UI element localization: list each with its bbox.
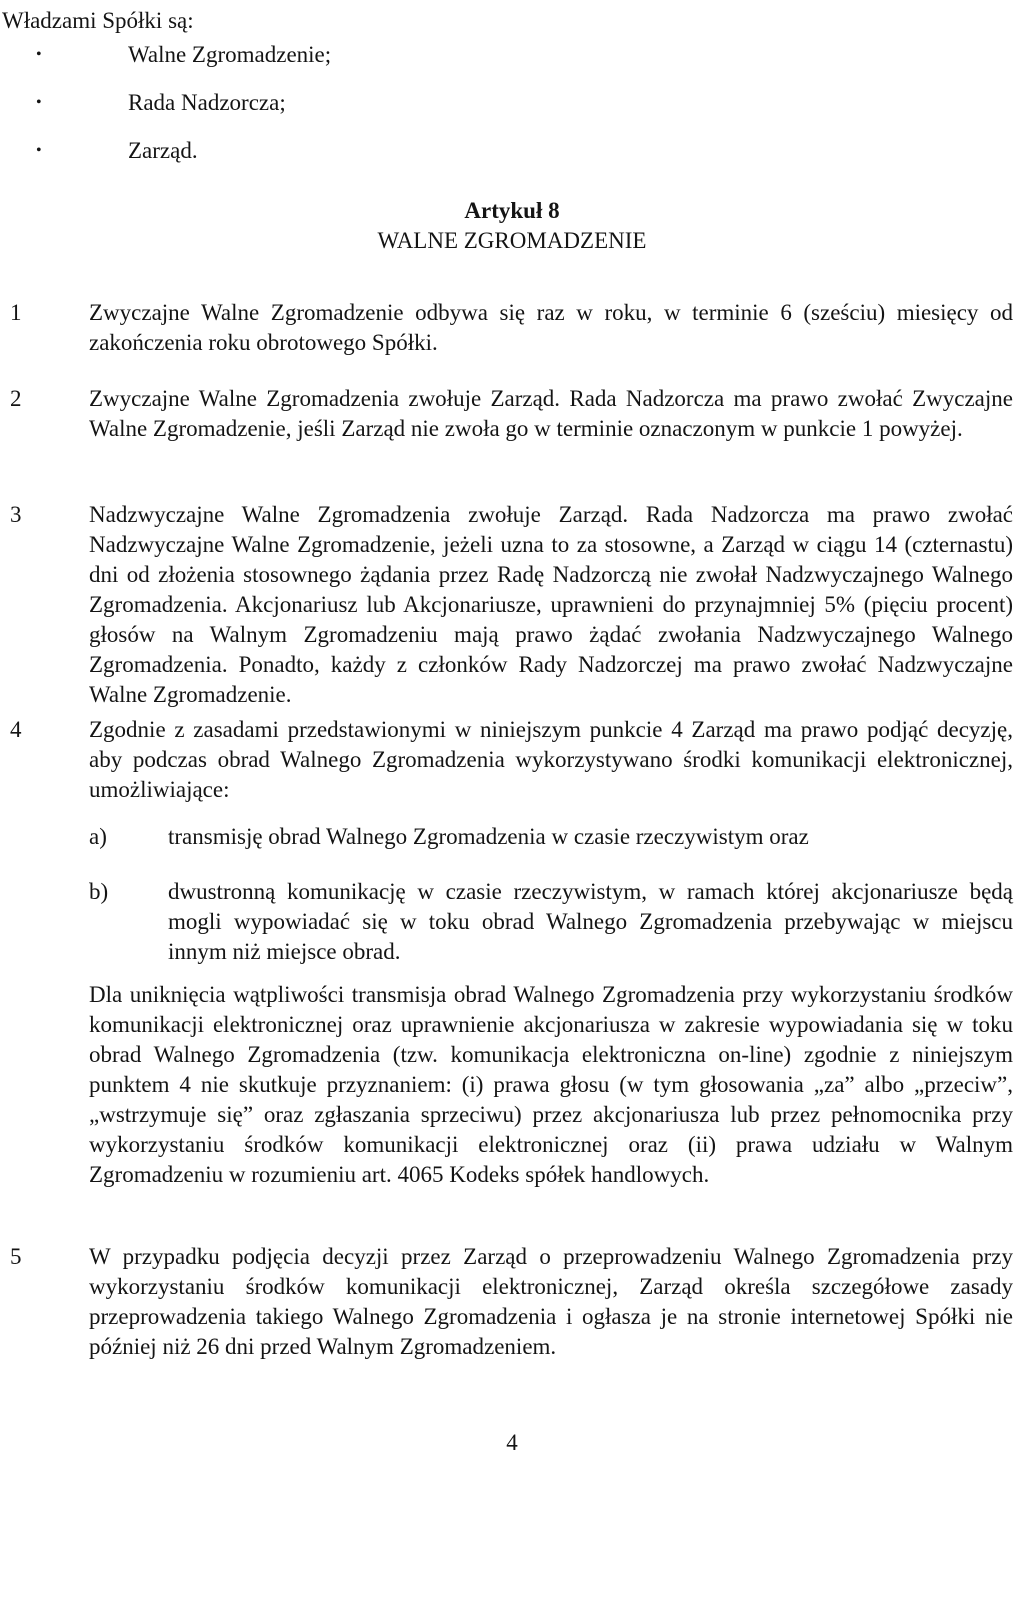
item-number: 1 (10, 300, 22, 325)
item-number: 3 (10, 502, 22, 527)
subitem-label: a) (89, 824, 107, 849)
item-text: W przypadku podjęcia decyzji przez Zarząd o przeprowadzeniu Walnego Zgromadzenia przy wykorzystaniu środków komunikacji elektronicznej, Zarząd określa szczegółowe zasady przeprowadzenia takiego Walnego Zgromadzenia i ogłasza je na stronie internetowej Spółki nie później niż 26 dni przed Walnym Zgromadzeniem. (89, 1244, 1013, 1359)
article-title: WALNE ZGROMADZENIE (377, 228, 647, 253)
bullet-icon: • (36, 142, 42, 159)
item-text: Zwyczajne Walne Zgromadzenie odbywa się raz w roku, w terminie 6 (sześciu) miesięcy od zakończenia roku obrotowego Spółki. (89, 300, 1013, 355)
item-note: Dla uniknięcia wątpliwości transmisja obrad Walnego Zgromadzenia przy wykorzystaniu środków komunikacji elektronicznej oraz uprawnienie akcjonariusza w zakresie wypowiadania się w toku obrad Walnego Zgromadzenia (tzw. komunikacja elektroniczna on-line) zgodnie z niniejszym punktem 4 nie skutkuje przyznaniem: (i) prawa głosu (w tym głosowania „za” albo „przeciw”, „wstrzymuje się” oraz zgłaszania sprzeciwu) przez akcjonariusza lub przez pełnomocnika przy wykorzystaniu środków komunikacji elektronicznej oraz (ii) prawa udziału w Walnym Zgromadzeniu w rozumieniu art. 4065 Kodeks spółek handlowych. (89, 982, 1013, 1187)
list-item (36, 136, 536, 166)
bullet-icon: • (36, 94, 42, 111)
item-text: Nadzwyczajne Walne Zgromadzenia zwołuje Zarząd. Rada Nadzorcza ma prawo zwołać Nadzwyczajne Walne Zgromadzenie, jeżeli uzna to za stosowne, a Zarząd w ciągu 14 (czternastu) dni od złożenia stosownego żądania przez Radę Nadzorczą nie zwołał Nadzwyczajnego Walnego Zgromadzenia. Akcjonariusz lub Akcjonariusze, uprawnieni do przynajmniej 5% (pięciu procent) głosów na Walnym Zgromadzeniu mają prawo żądać zwołania Nadzwyczajnego Walnego Zgromadzenia. Ponadto, każdy z członków Rady Nadzorczej ma prawo zwołać Nadzwyczajne Walne Zgromadzenie. (89, 502, 1013, 707)
item-number: 5 (10, 1244, 22, 1269)
bullet-icon: • (36, 46, 42, 63)
article-number: Artykuł 8 (464, 198, 560, 223)
item-number: 4 (10, 717, 22, 742)
bullet-list (36, 40, 536, 184)
subitem-text: transmisję obrad Walnego Zgromadzenia w czasie rzeczywistym oraz (168, 824, 809, 849)
item-text: Zwyczajne Walne Zgromadzenia zwołuje Zarząd. Rada Nadzorcza ma prawo zwołać Zwyczajne Walne Zgromadzenie, jeśli Zarząd nie zwoła go w terminie oznaczonym w punkcie 1 powyżej. (89, 386, 1013, 441)
subitem-text: dwustronną komunikację w czasie rzeczywistym, w ramach której akcjonariusze będą mogli wypowiadać się w toku obrad Walnego Zgromadzenia przebywając w miejscu innym niż miejsce obrad. (168, 879, 1013, 964)
intro-text: Władzami Spółki są: (2, 8, 194, 33)
subitem-label: b) (89, 879, 109, 904)
list-item (36, 88, 536, 118)
item-text: Zgodnie z zasadami przedstawionymi w niniejszym punkcie 4 Zarząd ma prawo podjąć decyzję, aby podczas obrad Walnego Zgromadzenia wykorzystywano środki komunikacji elektronicznej, umożliwiające: (89, 717, 1013, 802)
list-item-text: Rada Nadzorcza; (128, 90, 286, 115)
list-item-text: Walne Zgromadzenie; (128, 42, 332, 67)
list-item-text: Zarząd. (128, 138, 198, 163)
item-number: 2 (10, 386, 22, 411)
list-item (36, 40, 536, 70)
page-number: 4 (506, 1430, 518, 1455)
